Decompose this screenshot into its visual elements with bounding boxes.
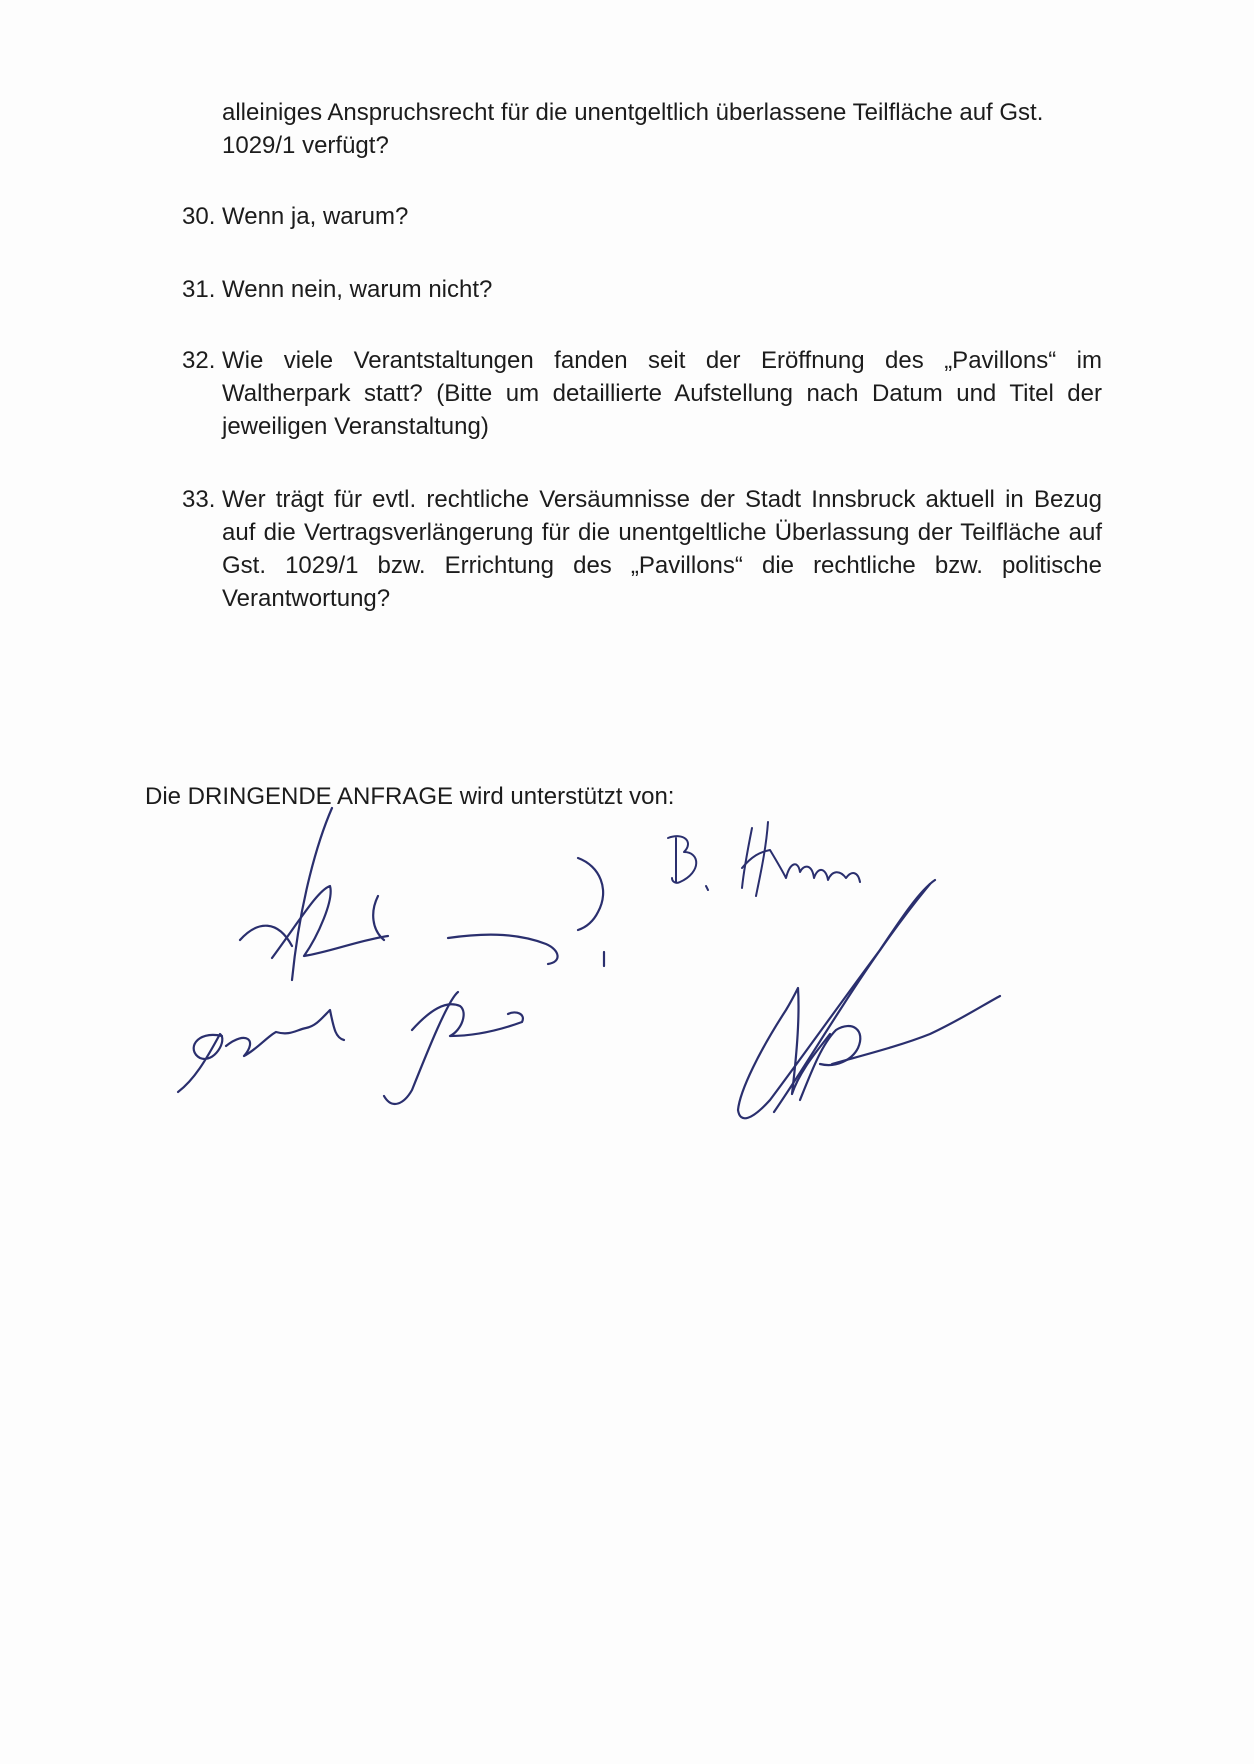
signature-2 — [668, 822, 860, 896]
question-number: 31. — [182, 276, 216, 303]
signature-3 — [178, 992, 523, 1104]
question-number: 33. — [182, 486, 216, 513]
question-text: Wer trägt für evtl. rechtliche Versäumnisse der Stadt Innsbruck aktuell in Bezug auf die Vertragsverlängerung für die unentgeltliche Überlassung der Teilfläche auf Gst. 1029/1 bzw. Errichtung des „Pavillons“ die rechtliche bzw. politische Verantwortung? — [222, 486, 1102, 612]
support-statement: Die DRINGENDE ANFRAGE wird unterstützt von: — [145, 783, 675, 810]
question-text: Wenn nein, warum nicht? — [222, 276, 493, 303]
question-text: Wenn ja, warum? — [222, 203, 409, 230]
continuation-paragraph: alleiniges Anspruchsrecht für die unentgeltlich überlassene Teilfläche auf Gst. 1029/1 verfügt? — [222, 99, 1044, 159]
question-number: 32. — [182, 347, 216, 374]
question-number: 30. — [182, 203, 216, 230]
signature-1 — [240, 808, 604, 980]
question-text: Wie viele Verantstaltungen fanden seit der Eröffnung des „Pavillons“ im Waltherpark statt? (Bitte um detaillierte Aufstellung nach Datum und Titel der jeweiligen Veranstaltung) — [222, 347, 1102, 440]
signature-4 — [738, 880, 1000, 1118]
